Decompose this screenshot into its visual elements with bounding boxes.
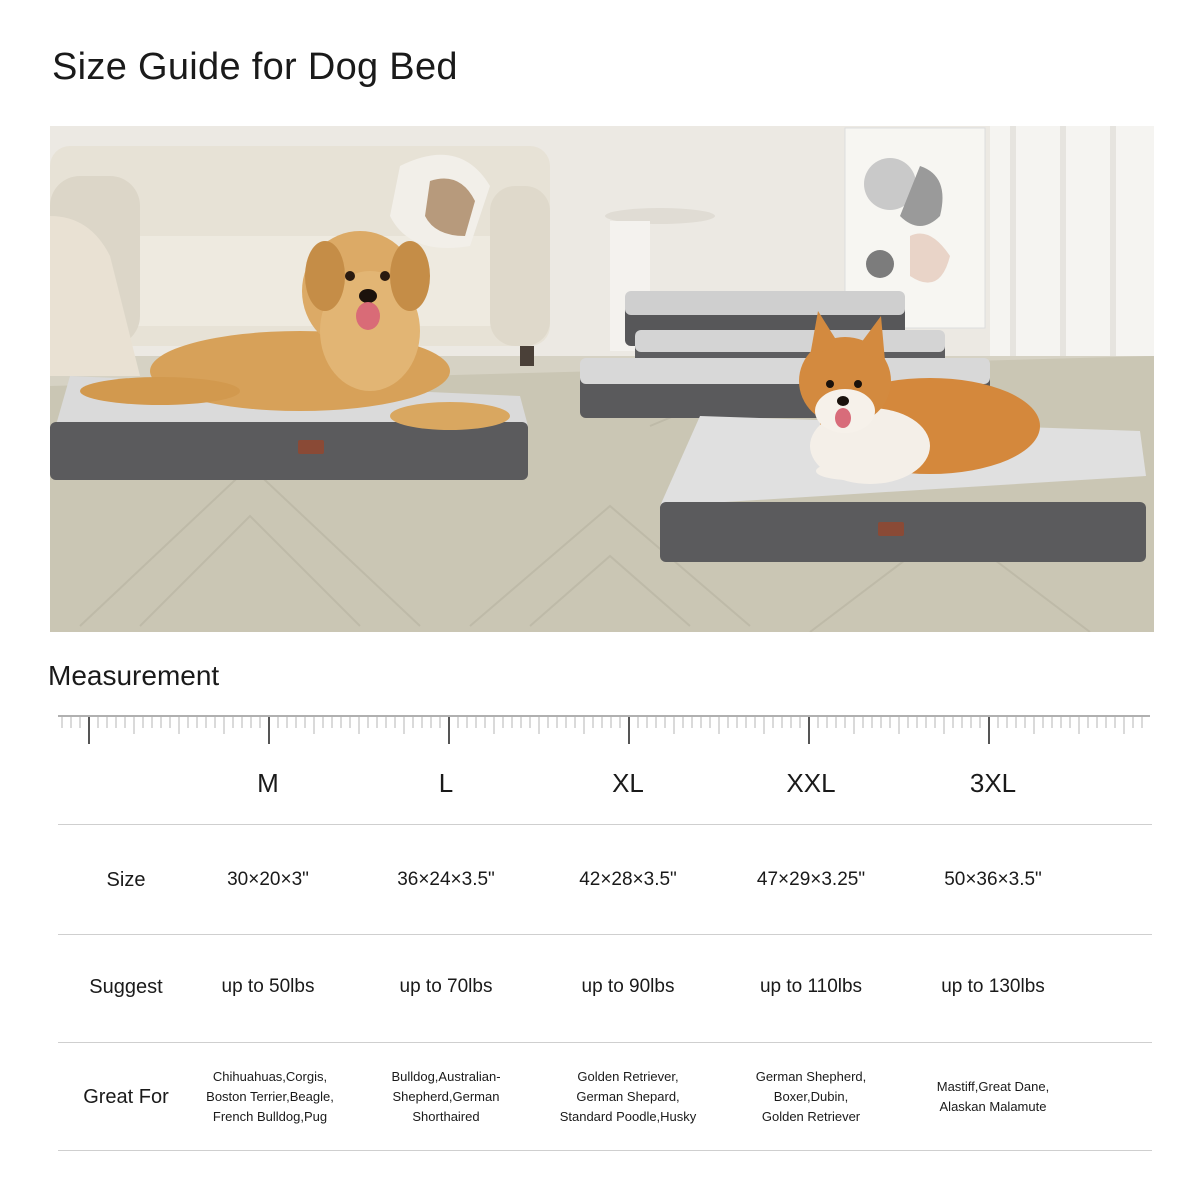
size-cell-xxl: 47×29×3.25" [756,869,866,890]
size-cell-3xl: 50×36×3.5" [944,869,1042,890]
great-for-cell-3xl [905,1077,1081,1117]
size-header-m: M [257,768,279,798]
size-cell-l: 36×24×3.5" [397,869,495,890]
size-header-xxl: XXL [786,768,836,798]
table-divider [58,824,1152,825]
section-title: Measurement [48,660,220,691]
breed-line: Bulldog,Australian- [391,1069,501,1084]
breed-line: Golden Retriever [761,1109,861,1124]
table-divider [58,1042,1152,1043]
table-divider [58,934,1152,935]
great-for-cell-xl [540,1067,716,1127]
breed-line: Boston Terrier,Beagle, [206,1089,334,1104]
size-cell-xl: 42×28×3.5" [579,869,677,890]
suggest-cell-l: up to 70lbs [399,976,493,997]
great-for-cell-m [182,1067,358,1127]
breed-line: German Shepherd, [755,1069,867,1084]
breed-line: Shepherd,German [392,1089,500,1104]
suggest-cell-xxl: up to 110lbs [759,976,863,997]
table-divider [58,1150,1152,1151]
suggest-cell-m: up to 50lbs [221,976,315,997]
suggest-cell-3xl: up to 130lbs [941,976,1045,997]
suggest-cell-xl: up to 90lbs [581,976,675,997]
breed-line: Boxer,Dubin, [773,1089,849,1104]
ruler-graphic [58,712,1150,746]
great-for-cell-l [358,1067,534,1127]
row-label-great-for: Great For [83,1086,169,1108]
breed-line: Standard Poodle,Husky [559,1109,697,1124]
breed-line: French Bulldog,Pug [212,1109,328,1124]
size-header-3xl: 3XL [969,768,1017,798]
page-title: Size Guide for Dog Bed [52,46,458,88]
breed-line: German Shepard, [576,1089,680,1104]
row-label-size: Size [106,869,146,891]
product-photo [50,126,1154,632]
breed-line: Chihuahuas,Corgis, [212,1069,328,1084]
breed-line: Golden Retriever, [577,1069,679,1084]
size-header-l: L [438,768,454,798]
great-for-cell-xxl [723,1067,899,1127]
row-label-suggest: Suggest [89,976,163,998]
breed-line: Mastiff,Great Dane, [936,1079,1050,1094]
breed-line: Shorthaired [412,1109,480,1124]
size-cell-m: 30×20×3" [227,869,309,890]
breed-line: Alaskan Malamute [939,1099,1047,1114]
size-header-xl: XL [612,768,644,798]
